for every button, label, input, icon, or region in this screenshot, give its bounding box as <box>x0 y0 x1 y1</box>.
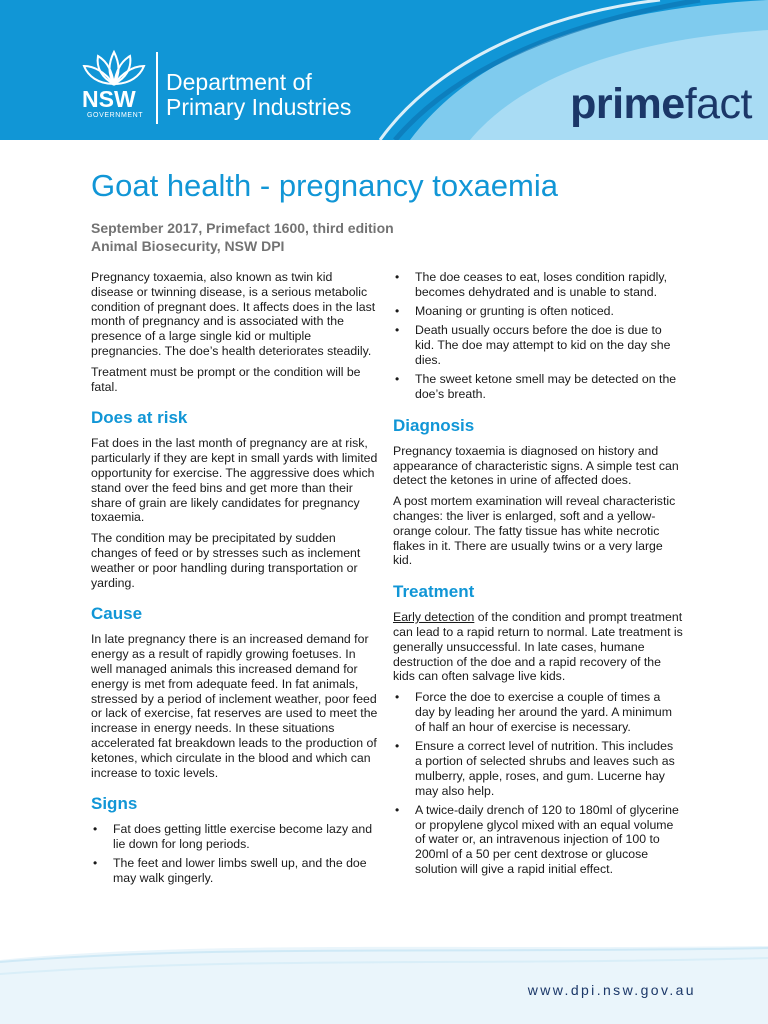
diagnosis-paragraph-1: Pregnancy toxaemia is diagnosed on history and appearance of characteristic signs. A simple test can detect the ketones in urine of affected does. <box>393 443 679 488</box>
department-name <box>166 70 351 120</box>
treatment-paragraph-rest: of the condition and prompt treatment can lead to a rapid return to normal. Late treatment is generally unsuccessful. In late cases, humane destruction of the doe and a rapid recovery of the kids can often salvage live kids. <box>393 610 683 684</box>
logo-divider <box>156 52 158 124</box>
intro-paragraph-1: Pregnancy toxaemia, also known as twin kid disease or twinning disease, is a serious metabolic condition of pregnant does. It affects does in the last month of pregnancy and is associated with the presence of a large single kid or multiple pregnancies. The doe’s health deteriorates steadily. <box>91 270 376 358</box>
signs-list-continued <box>393 270 683 402</box>
header-banner <box>0 0 768 140</box>
risk-paragraph-2: The condition may be precipitated by sudden changes of feed or by stresses such as inclement weather or poor handling during transportation or yarding. <box>91 531 361 590</box>
department-line-2: Primary Industries <box>166 94 352 120</box>
list-item: • The feet and lower limbs swell up, and the doe may walk gingerly. <box>91 856 378 886</box>
cause-paragraph: In late pregnancy there is an increased demand for energy as a result of rapidly growing foetuses. In well managed animals this increased demand for energy is met from adequate feed. In fat animals, stressed by a period of inclement weather, poor feed or lack of exercise, fat reserves are used to meet the increase in energy needs. In these situations accelerated fat breakdown leads to the production of ketones, which circulate in the blood and which can increase to toxic levels. <box>91 632 378 780</box>
waratah-icon <box>78 44 150 88</box>
section-heading-diagnosis: Diagnosis <box>393 415 475 435</box>
brand-prime: prime <box>570 80 685 128</box>
intro-paragraph-2: Treatment must be prompt or the condition will be fatal. <box>91 364 361 394</box>
meta-line-2: Animal Biosecurity, NSW DPI <box>91 238 285 254</box>
right-column <box>393 270 683 883</box>
treatment-paragraph <box>393 610 683 684</box>
left-column <box>91 270 378 892</box>
list-item: • A twice-daily drench of 120 to 180ml of glycerine or propylene glycol mixed with an equal volume of water or, an intravenous injection of 100 to 200ml of a 50 per cent dextrose or glucose solution will give a rapid initial effect. <box>393 803 683 877</box>
department-line-1: Department of <box>166 69 312 95</box>
website-url[interactable]: www.dpi.nsw.gov.au <box>527 982 696 998</box>
publication-meta <box>91 219 394 255</box>
list-item: • Ensure a correct level of nutrition. This includes a portion of selected shrubs and leaves such as mulberry, apple, roses, and gum. Lucerne hay may also help. <box>393 739 683 798</box>
treatment-list <box>393 690 683 877</box>
list-item: • The sweet ketone smell may be detected on the doe’s breath. <box>393 372 683 402</box>
list-item: • Force the doe to exercise a couple of times a day by leading her around the yard. A minimum of half an hour of exercise is necessary. <box>393 690 683 734</box>
brand-fact: fact <box>684 80 752 128</box>
logo-government-text: GOVERNMENT <box>87 112 144 119</box>
section-heading-signs: Signs <box>91 794 138 814</box>
diagnosis-paragraph-2: A post mortem examination will reveal characteristic changes: the liver is enlarged, soft and a yellow-orange colour. The fatty tissue has white necrotic flakes in it. There are usually twins or a very large kid. <box>393 494 676 568</box>
list-item: • Fat does getting little exercise become lazy and lie down for long periods. <box>91 822 378 852</box>
primefact-brand <box>570 80 752 129</box>
section-heading-cause: Cause <box>91 604 143 624</box>
list-item: • The doe ceases to eat, loses condition rapidly, becomes dehydrated and is unable to stand. <box>393 270 683 300</box>
section-heading-does-at-risk: Does at risk <box>91 408 188 428</box>
meta-line-1: September 2017, Primefact 1600, third edition <box>91 220 394 236</box>
page-title: Goat health - pregnancy toxaemia <box>91 168 558 203</box>
signs-list <box>91 822 378 886</box>
nsw-government-logo <box>78 44 150 124</box>
early-detection-underline: Early detection <box>393 610 475 625</box>
logo-nsw-text: NSW <box>82 86 136 112</box>
list-item: • Moaning or grunting is often noticed. <box>393 304 683 319</box>
risk-paragraph-1: Fat does in the last month of pregnancy are at risk, particularly if they are kept in small yards with limited opportunity for exercise. The aggressive does which stand over the feed bins and get more than their share of grain are likely candidates for pregnancy toxaemia. <box>91 436 378 525</box>
list-item: • Death usually occurs before the doe is due to kid. The doe may attempt to kid on the day she dies. <box>393 323 683 367</box>
section-heading-treatment: Treatment <box>393 582 475 602</box>
